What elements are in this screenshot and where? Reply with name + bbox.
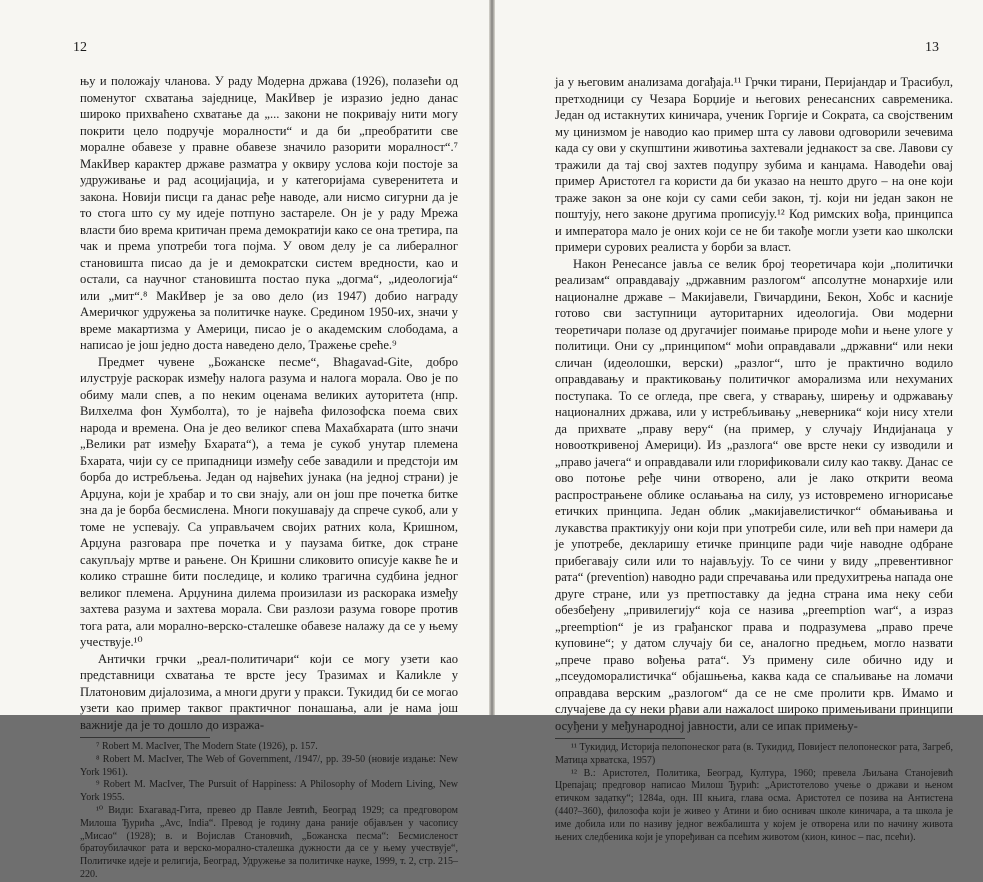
footnotes	[80, 741, 458, 882]
footnote-rule	[555, 738, 685, 739]
paragraph: ја у његовим анализама догађаја.¹¹ Грчки тирани, Перијандар и Трасибул, претходници су Чезара Борџије и његових ренесансних савременика. Један од истакнутих киничара, ученик Горгије и Сократа, са својственим му цинизмом је наводио као пример шта су лавови одговорили зечевима када су ови у скупштини животиња захтевали једнакост за све. Лавови су тражили да тај свој захтев подупру зубима и канџама. Наводећи овај пример Аристотел га користи да би указао на нешто друго – на оне који траже закон за оне који су сами себи закон, тј. који ни један закон не поштују, него законе другима прописују.¹² Код римских вођа, принципса и императора мало је оних који се не би такође могли узети као школски примери сурових реалиста у борби за власт.	[555, 75, 953, 254]
left-page	[0, 0, 489, 880]
footnote-rule	[80, 737, 210, 738]
paragraph: Антички грчки „реал-политичари“ који се могу узети као представници схватања те врсте јесу Тразимах и Калиkле у Платоновим дијалозима, а многи други у пракси. Тукидид би се могао узети као пример таквог практичног понашања, али је нама још важније да је то дошло до изража-	[80, 651, 458, 732]
body-text	[80, 73, 458, 882]
footnote: ⁷ Robert M. MacIver, The Modern State (1926), p. 157.	[96, 741, 318, 752]
right-page	[495, 0, 983, 843]
footnote: ⁸ Robert M. MacIver, The Web of Government, /1947/, pp. 39-50 (новије издање: New York 1961).	[80, 753, 458, 778]
paragraph: њу и положају чланова. У раду Модерна држава (1926), полазећи од поменутог схватања заједнице, МакИвер је изразио једно данас широко прихваћено схватање да „... закони не покривају нити могу покрити цело подручје моралности“ и да би „преобратити све моралне обавезе у правне обавезе значило разорити моралност“.⁷ МакИвер карактер државе разматра у оквиру услова који постоје за удруживање и рад асоцијација, и у категоријама суверенитета и закона. Новији писци га данас ређе наводе, али нисмо сигурни да је то стога што су му идеје потпуно застареле. Он је у раду Мрежа власти био врема критичан према демократији како се она третира, па чак и према употреби тога појма. У овом делу је са либералног становишта писао да је и демократски систем вредности, као и остали, са научног становишта постао пука „догма“, „идеологија“ или „мит“.⁸ МакИвер је за ово дело (из 1947) добио награду Америчког удружења за политичке науке. Срединoм 1950-их, значи у време макартизма у Америци, писао је о академским слободама, а написао је још једно доста наведено дело, Тражење среће.⁹	[80, 74, 458, 352]
paragraph: Предмет чувене „Божанске песме“, Bhagavad-Gite, добро илуструје раскорак између налога разума и налога морала. Ово је по обиму мали спев, а по неким оценама великих ауторитета (нпр. Вилхелма фон Хумболта), то је највећа филозофска поема свих народа и времена. Она је део великог спева Махабхарата (што значи „Велики рат између Бхарата“), а тема је сукоб унутар племена Бхарата, чији су се припадници између себе завадили и предстоји им борба до истребљења. Један од највећих јунака (на једној страни) је Арџуна, који је храбар и то сви знају, али он још пре почетка битке зна да је борба бесмислена. Многи покушавају да спрече сукоб, али у томе не успевају. Са управљачем својих ратних кола, Кришном, Арџуна разговара пре почетка и у паузама битке, док стране сакупљају мртве и рањене. Он Кришни сликовито описује какве ће и колико страшне бити последице, и колико трагична судбина једног великог племена. Арџунина дилема произилази из раскорака између захтева разума и захтева морала. Сви разлози разума говоре против тога рата, али морално-верско-сталешке обавезе налажу да се у њему учествује.¹⁰	[80, 354, 458, 649]
footnote: ⁹ Robert M. MacIver, The Pursuit of Happiness: A Philosophy of Modern Living, New York 1955.	[80, 779, 458, 804]
page-number: 13	[925, 40, 939, 55]
footnote: ¹⁰ Види: Бхагавад-Гита, превео др Павле Јевтић, Београд 1929; са предговором Милоша Ђурића „Avc, India“. Превод је годину дана раније објављен у часопису „Мисао“ (1928); в. и Војислав Становчић, „Божанска песма“: Бесмисленост братоубилачког рата и верско-морално-сталешка дужности да се у њему учествује“, Политичке идеје и религија, Београд, Удружење за политичке науке, 1999, т. 2, стр. 215–220.	[80, 804, 458, 880]
page-number: 12	[73, 40, 87, 55]
footnotes	[555, 742, 953, 844]
footnote: ¹¹ Тукидид, Историја пелопонеског рата (в. Тукидид, Повијест пелопонеског рата, Загреб, Матица хрватска, 1957)	[555, 742, 953, 766]
body-text	[555, 74, 953, 844]
footnote: ¹² В.: Аристотел, Политика, Београд, Култура, 1960; превела Љиљана Станојевић Црепајац; предговор написао Милош Ђурић: „Аристотелово учење о држави и њеном етичком задатку“; 1284а, одн. III књига, глава осма. Аристотел се позива на Антистена (440?–360), филозофа који је живео у Атини и био оснивач школе киничара, а та школа је име добила или по називу једног вежбалишта у којем је отворена или по начину живота њених следбеника који је упоређиван са псећим животом (кион, кинос – пас, псећи).	[555, 767, 953, 843]
paragraph: Након Ренесансе јавља се велик број теоретичара који „политички реализам“ оправдавају „државним разлогом“ апсолутне монархије или националне државе – Макијавели, Гвичардини, Бекон, Хобс и касније готово сви заступници ауторитарних идеологија. Ови модерни теоретичари полазе од другачијег поимање природе моћи и њене улоге у политици. Они су „принципом“ моћи оправдавали „државни“ или неки сличан (идеолошки, верски) „разлог“, што је практично водило оправдавању и практиковању политичког аморализма или нехуманих поступака. То се огледа, пре свега, у стварању, ширењу и одржавању националних држава, или у истребљивању „неверника“ који нису хтели да прихвате „праву веру“ (на пример, у случају Индијанаца у новооткривеној Америци). Из „разлога“ ове врсте неки су изводили и „право јачега“ и оправдавали или глорификовали силу као такву. Данас се ово потоње ређе чини отворено, али је лако открити веома распрострањене облике ослањања на силу, уз истовремено игнорисање етичких принципа. Један облик „макијавелистичког“ обмањивања и лукавства практикују они који при употреби силе, или већ при намери да је употребе, декларишу етичке принципе ради чије наводне одбране прибегавају сили или то најављују. То се чини у виду „превентивног рата“ (prevention) наводно ради спречавања или предухитрења напада оне друге стране, или уз претпоставку да једна страна има неку себи обезбеђену „привилегију“ која се назива „preemption war“, а израз „preemption“ је из грађанског права и подразумева „право пречe куповине“; у датом случају би се, аналогно предњем, могло назвати „пречe право вођења рата“. Уз примену силе обично иду и „псеудоморалистичка“ објашњења, каква када се спаљивање на ломачи оправдава верским „разлогом“ да се не сме пролити крв. Имамо и случајеве да су неки рђави али нажалосt широко примењивани принципи осуђени у међународној јавности, али се ипак примењу-	[555, 256, 953, 733]
